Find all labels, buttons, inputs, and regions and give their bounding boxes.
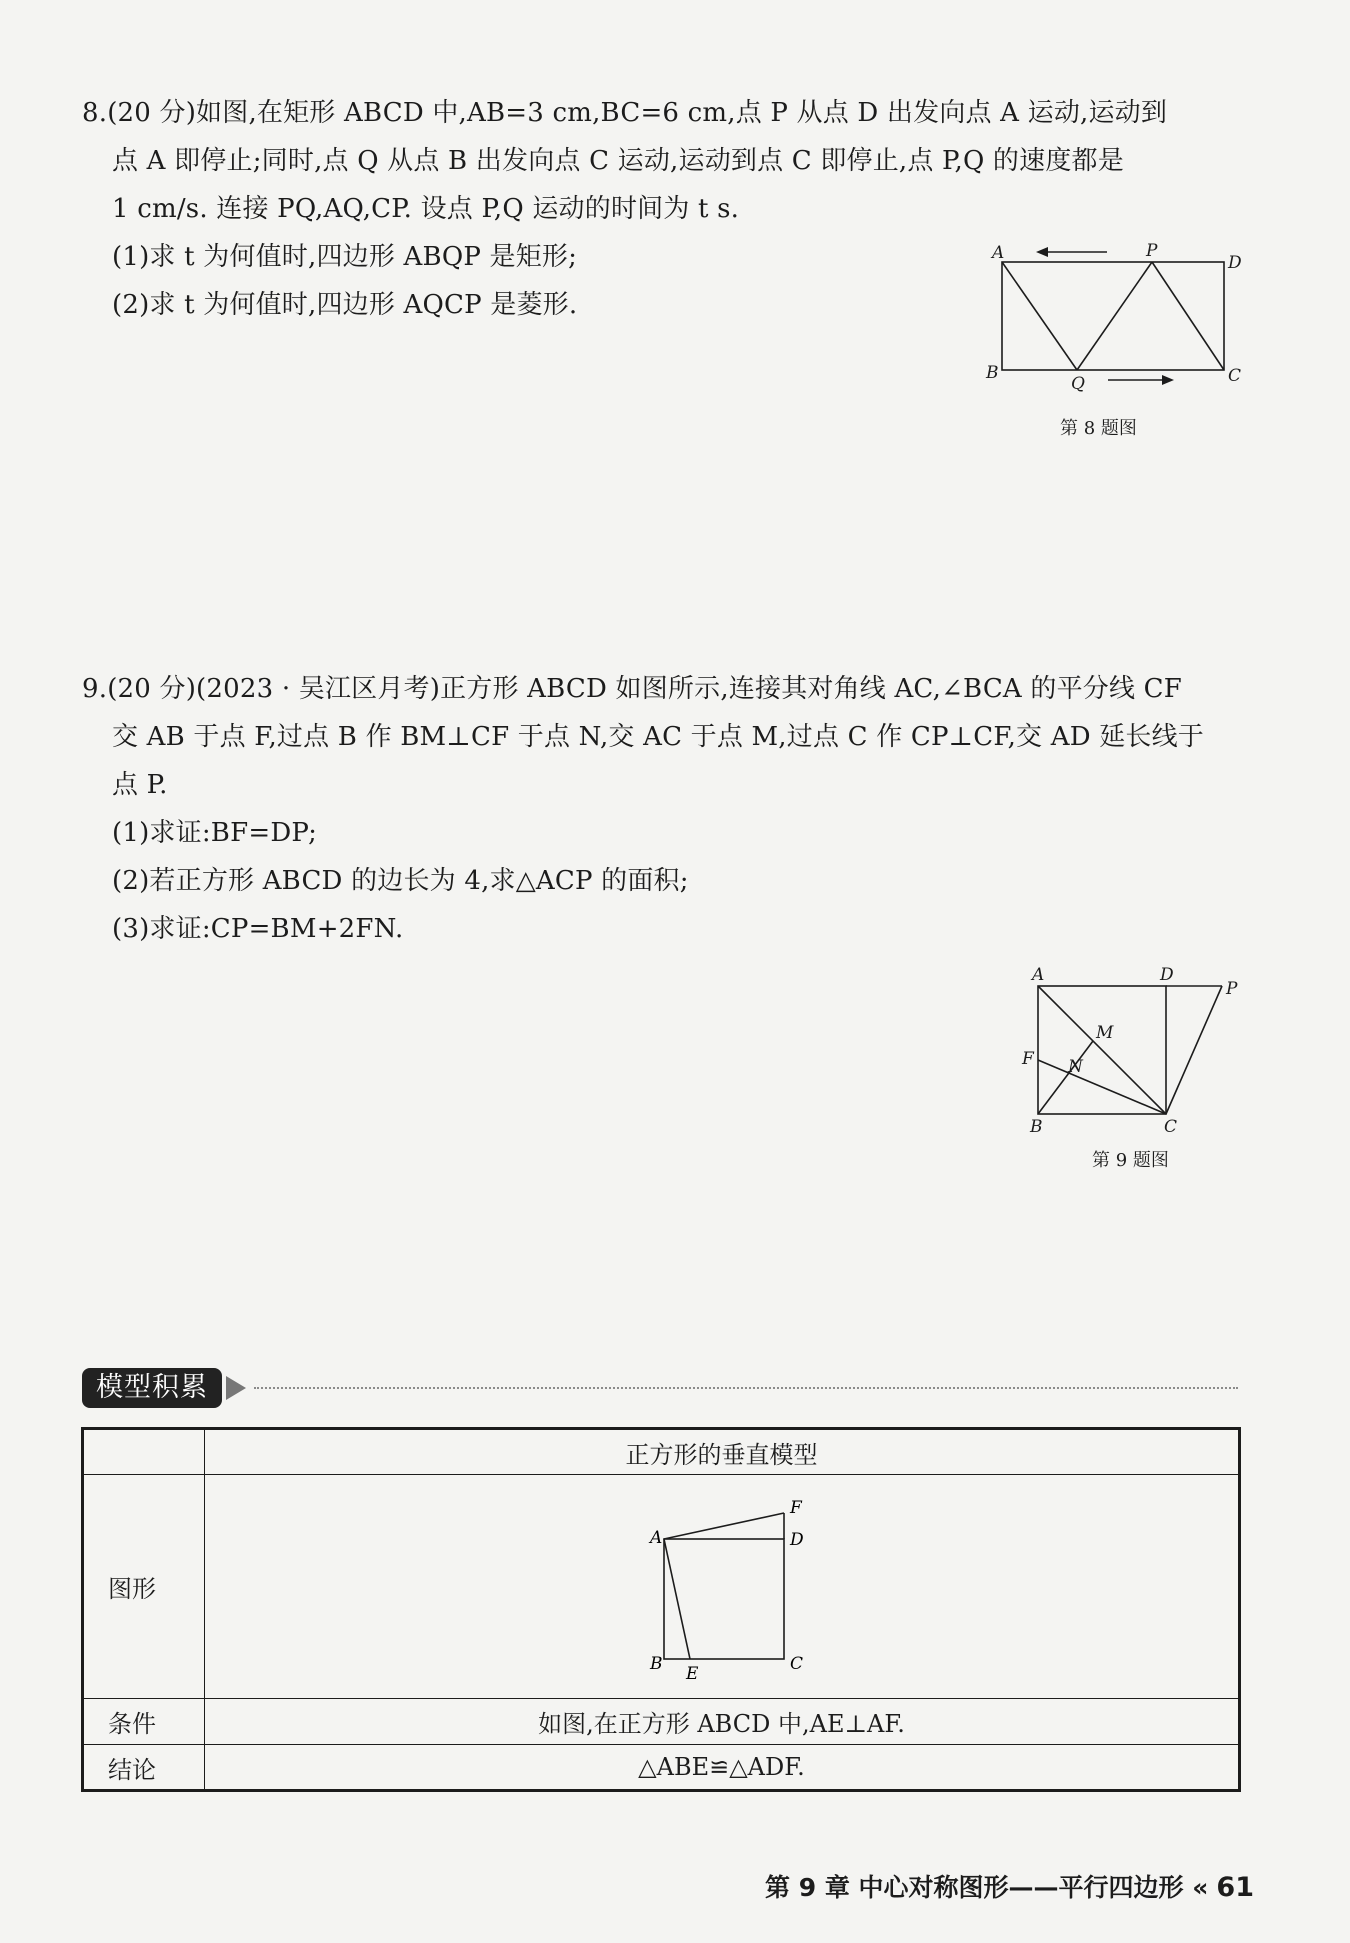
row-condition-label: 条件	[83, 1699, 205, 1745]
q8-segment-pc	[1152, 262, 1224, 370]
row-condition-text: 如图,在正方形 ABCD 中,AE⊥AF.	[205, 1699, 1240, 1745]
model-label-d: D	[789, 1529, 804, 1550]
q9-line-3: 点 P.	[112, 770, 168, 800]
q8-line-4: (1)求 t 为何值时,四边形 ABQP 是矩形;	[112, 242, 578, 272]
q9-label-n: N	[1068, 1057, 1083, 1077]
footer-chapter: 第 9 章 中心对称图形——平行四边形 «	[765, 1873, 1209, 1902]
q8-arrowhead-right	[1162, 375, 1174, 385]
q9-line-4: (1)求证:BF=DP;	[112, 818, 318, 848]
q8-label-d: D	[1228, 253, 1242, 273]
page-number: 61	[1216, 1872, 1254, 1903]
q8-label-a: A	[992, 243, 1005, 263]
q9-figure	[1010, 960, 1250, 1140]
q8-line-3: 1 cm/s. 连接 PQ,AQ,CP. 设点 P,Q 运动的时间为 t s.	[112, 194, 740, 224]
q8-segment-aq	[1002, 262, 1077, 370]
row-conclusion-label: 结论	[83, 1745, 205, 1791]
q9-label-c: C	[1164, 1117, 1178, 1137]
q9-label-f: F	[1022, 1049, 1034, 1069]
q9-label-m: M	[1096, 1023, 1114, 1043]
q9-line-2: 交 AB 于点 F,过点 B 作 BM⊥CF 于点 N,交 AC 于点 M,过点 C 作 CP⊥CF,交 AD 延长线于	[112, 722, 1205, 752]
q9-line-6: (3)求证:CP=BM+2FN.	[112, 914, 404, 944]
q8-line-2: 点 A 即停止;同时,点 Q 从点 B 出发向点 C 运动,运动到点 C 即停止,点 P,Q 的速度都是	[112, 146, 1124, 176]
badge-arrow-icon	[226, 1376, 246, 1400]
q9-line-5: (2)若正方形 ABCD 的边长为 4,求△ACP 的面积;	[112, 866, 689, 896]
model-badge: 模型积累	[82, 1368, 222, 1408]
q8-label-p: P	[1146, 241, 1158, 261]
model-table	[81, 1427, 1241, 1792]
q9-line-1: 9.(20 分)(2023 · 吴江区月考)正方形 ABCD 如图所示,连接其对角线 AC,∠BCA 的平分线 CF	[82, 674, 1182, 704]
q8-label-q: Q	[1071, 374, 1085, 394]
page-footer	[765, 1868, 1254, 1904]
dotted-divider	[254, 1387, 1238, 1389]
q8-segment-pq	[1077, 262, 1152, 370]
header-empty-cell	[83, 1429, 205, 1475]
model-segment-af	[664, 1513, 784, 1539]
q8-caption: 第 8 题图	[1060, 418, 1137, 439]
q9-segment-bm	[1038, 1041, 1093, 1114]
model-label-e: E	[685, 1663, 698, 1684]
model-figure	[632, 1487, 812, 1687]
q8-label-c: C	[1228, 366, 1242, 386]
q8-line-5: (2)求 t 为何值时,四边形 AQCP 是菱形.	[112, 290, 578, 320]
model-header: 正方形的垂直模型	[205, 1429, 1240, 1475]
model-label-c: C	[789, 1653, 803, 1674]
row-conclusion-text: △ABE≌△ADF.	[205, 1745, 1240, 1791]
row-figure-cell	[205, 1475, 1240, 1699]
row-figure-label: 图形	[83, 1475, 205, 1699]
model-label-f: F	[789, 1497, 802, 1518]
q9-segment-cp	[1166, 986, 1222, 1114]
q9-segment-cf	[1038, 1060, 1166, 1114]
q8-line-1: 8.(20 分)如图,在矩形 ABCD 中,AB=3 cm,BC=6 cm,点 P 从点 D 出发向点 A 运动,运动到	[82, 98, 1168, 128]
q9-label-p: P	[1226, 979, 1238, 999]
model-label-b: B	[649, 1653, 662, 1674]
q8-arrowhead-left	[1036, 247, 1048, 257]
q9-diagonal-ac	[1038, 986, 1166, 1114]
q8-figure	[980, 238, 1242, 394]
q9-label-d: D	[1160, 965, 1174, 985]
q9-caption: 第 9 题图	[1092, 1150, 1169, 1171]
q9-label-a: A	[1032, 965, 1045, 985]
q8-label-b: B	[986, 363, 999, 383]
model-square	[664, 1539, 784, 1659]
q9-label-b: B	[1030, 1117, 1043, 1137]
model-label-a: A	[649, 1527, 662, 1548]
model-segment-ae	[664, 1539, 690, 1659]
q8-rectangle	[1002, 262, 1224, 370]
